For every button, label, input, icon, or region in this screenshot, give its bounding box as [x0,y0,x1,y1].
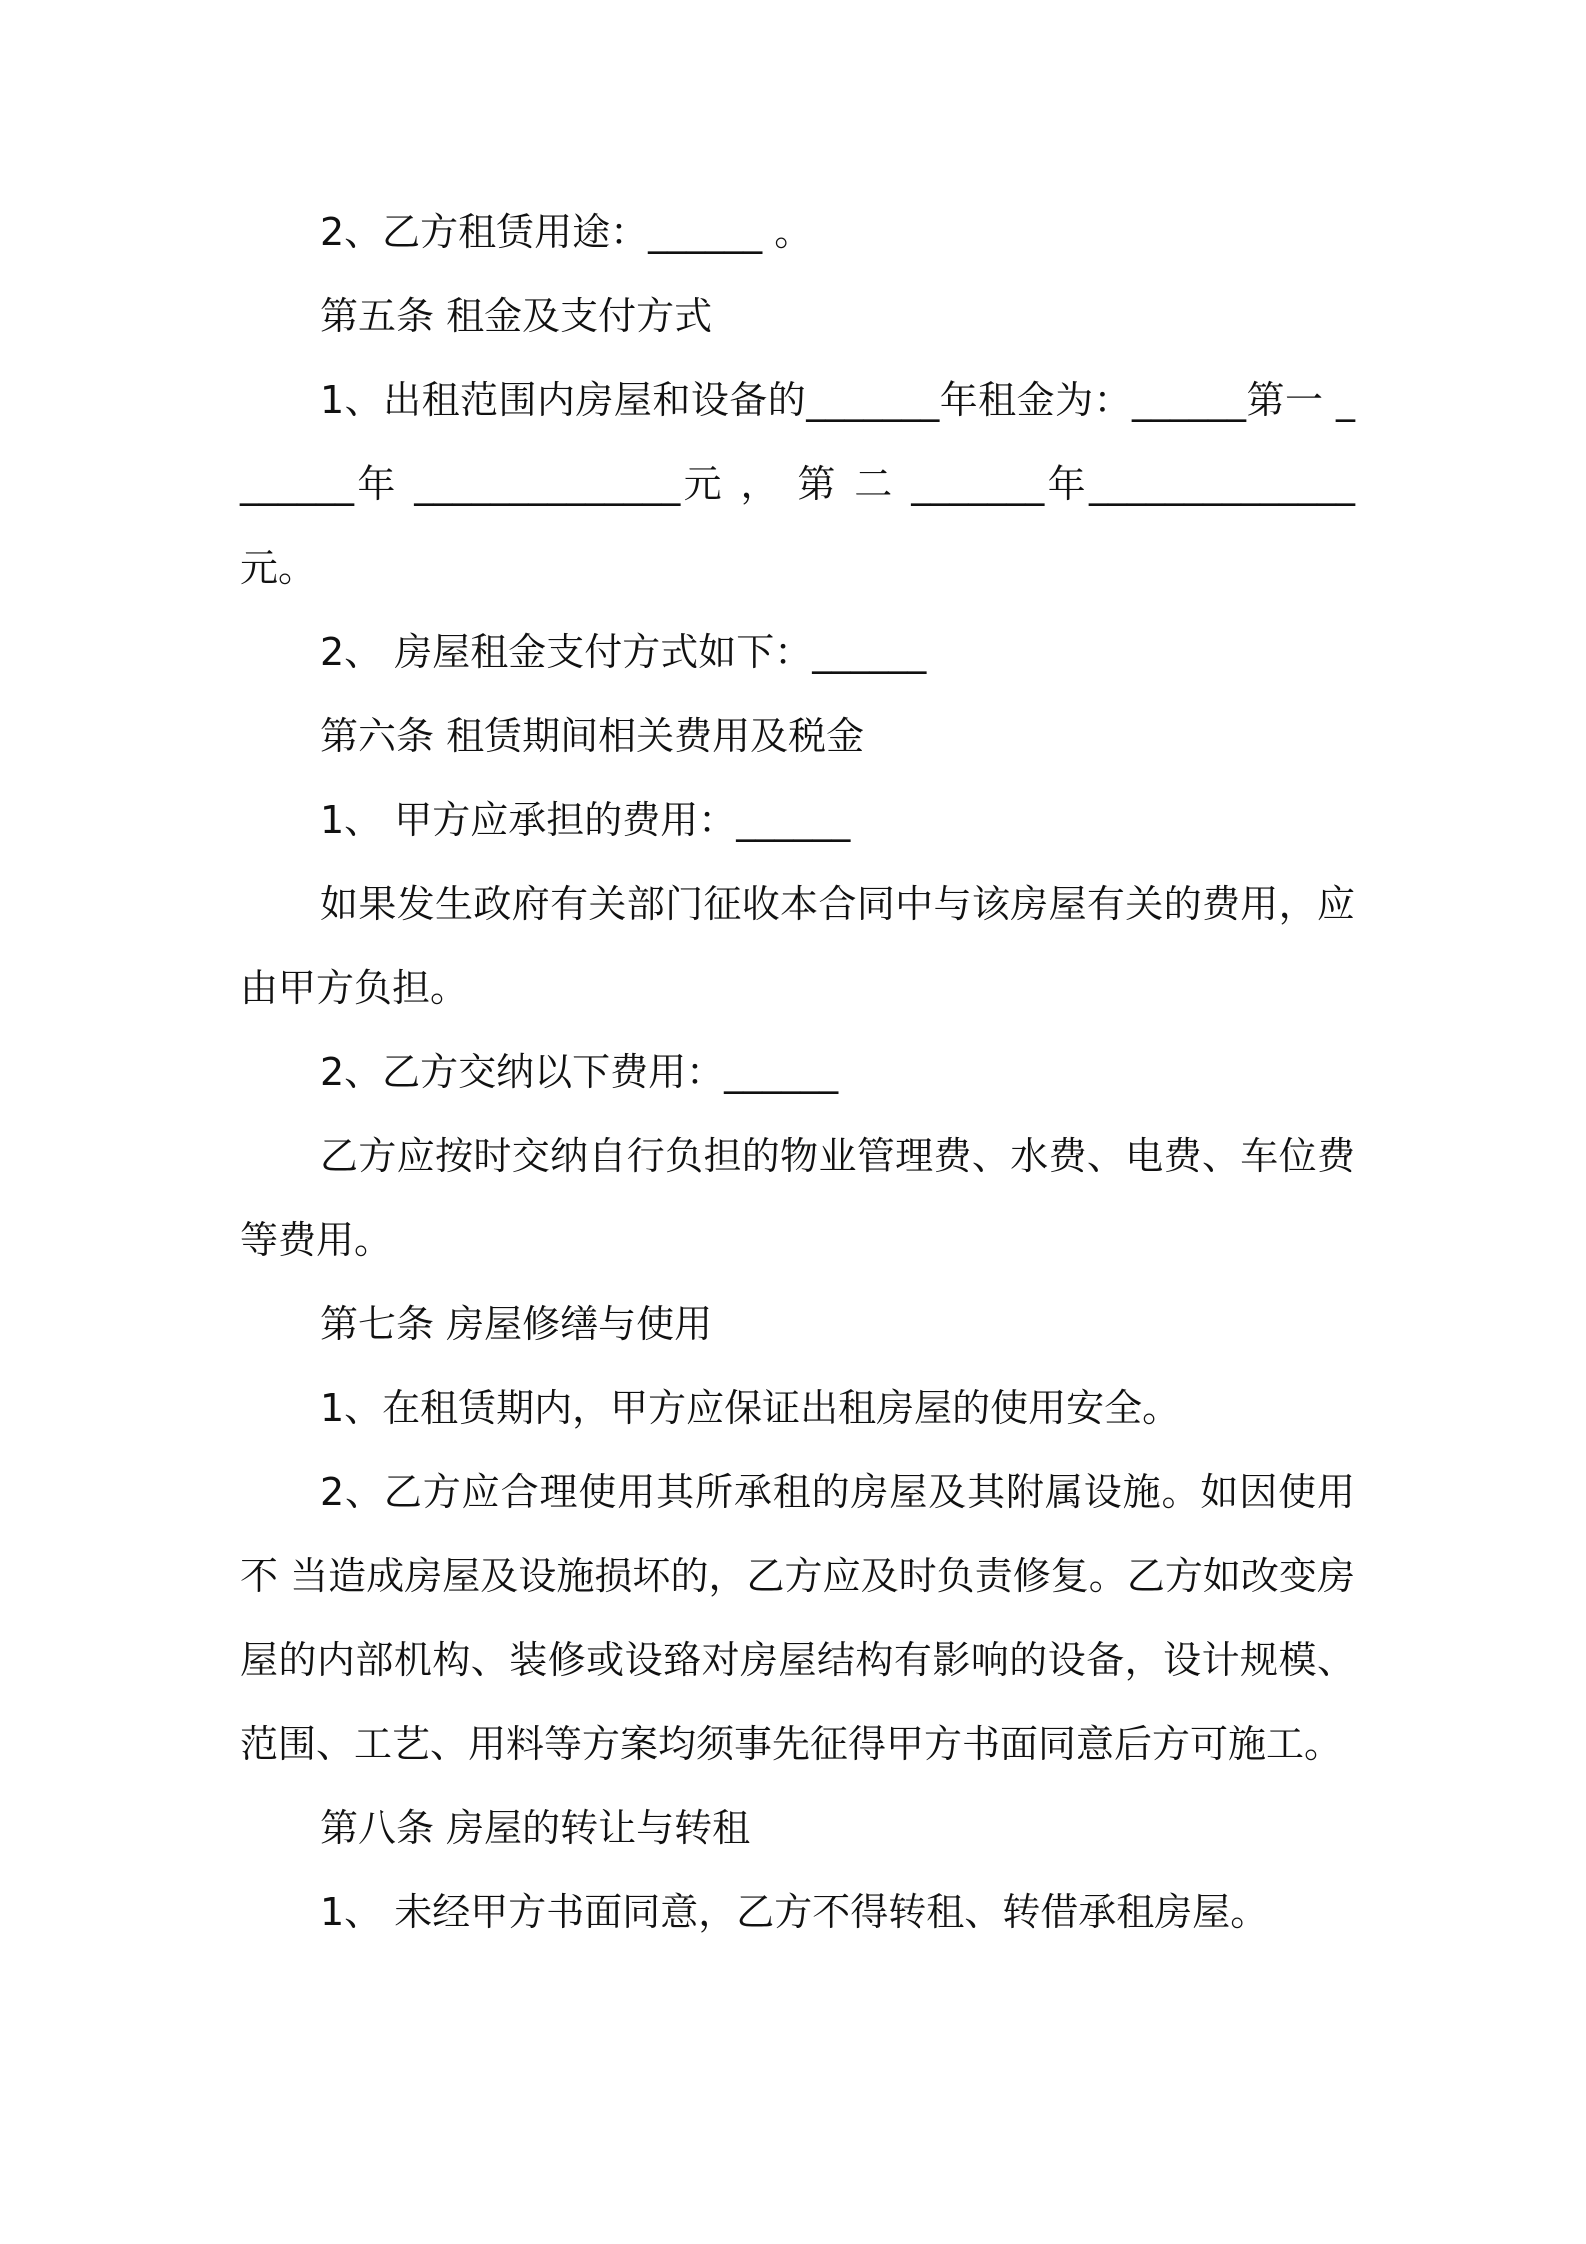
document-body [240,190,1355,1954]
clause-6-item-2-detail: 乙方应按时交纳自行负担的物业管理费、水费、电费、车位费等费用。 [240,1134,1355,1262]
clause-7-item-1: 1、在租赁期内，甲方应保证出租房屋的使用安全。 [320,1386,1181,1430]
article-5-heading: 第五条 租金及支付方式 [320,294,713,338]
clause-4-item-2: 2、乙方租赁用途：______ 。 [320,210,813,254]
article-7-heading: 第七条 房屋修缮与使用 [320,1302,713,1346]
clause-5-item-1: 1、出租范围内房屋和设备的_______年租金为：______第一 _______年 ______________元 ， 第 二 _______年______________元。 [240,378,1355,590]
article-6-heading: 第六条 租赁期间相关费用及税金 [320,714,865,758]
clause-6-item-2: 2、乙方交纳以下费用：______ [320,1050,839,1094]
clause-6-item-1: 1、 甲方应承担的费用：______ [320,798,851,842]
clause-5-item-2: 2、 房屋租金支付方式如下：______ [320,630,927,674]
clause-7-item-2: 2、乙方应合理使用其所承租的房屋及其附属设施。如因使用不 当造成房屋及设施损坏的，乙方应及时负责修复。乙方如改变房屋的内部机构、装修或设臵对房屋结构有影响的设备，设计规模、范围、工艺、用料等方案均须事先征得甲方书面同意后方可施工。 [240,1470,1355,1766]
article-8-heading: 第八条 房屋的转让与转租 [320,1806,751,1850]
clause-6-item-1-detail: 如果发生政府有关部门征收本合同中与该房屋有关的费用，应由甲方负担。 [240,882,1355,1010]
clause-8-item-1: 1、 未经甲方书面同意，乙方不得转租、转借承租房屋。 [320,1890,1269,1934]
